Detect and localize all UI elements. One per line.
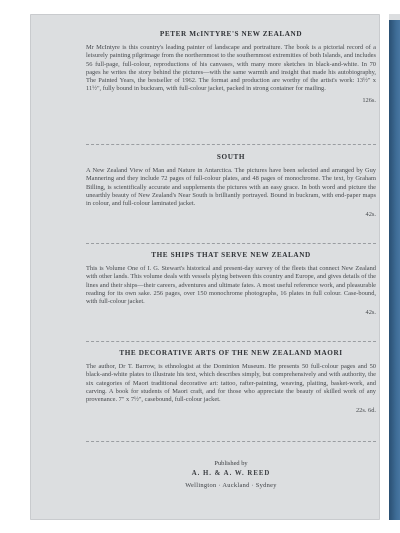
entry-peter-mcintyre — [86, 30, 376, 104]
entry-body: This is Volume One of I. G. Stewart's historical and present-day survey of the fleets that connect New Zealand with other lands. This volume deals with vessels plying between this country and Europe, and gives details of the lines and their ships—their careers, adventures and ultimate fates. A most useful reference work, and pleasurable reading for its own sake. 256 pages, over 150 monochrome photographs, 16 plates in full colour. Case-bound, with full-colour jacket. — [86, 265, 376, 306]
divider — [86, 441, 376, 442]
entry-title: THE SHIPS THAT SERVE NEW ZEALAND — [151, 251, 311, 259]
entry-body: The author, Dr T. Barrow, is ethnologist at the Dominion Museum. He presents 50 full-colour pages and 50 black-and-white plates to illustrate his text, which describes simply, but comprehensively and with authority, the six categories of Maori traditional decorative art: tattoo, rafter-painting, weaving, plaiting, basket-work, and carving. A book for students of Maori craft, and for those who appreciate the beauty of skilled work of any provenance. 7" x 7½", casebound, full-colour jacket. — [86, 363, 376, 404]
publisher-cities: Wellington · Auckland · Sydney — [185, 482, 277, 489]
entry-body: Mr McIntyre is this country's leading painter of landscape and portraiture. The book is a pictorial record of a leisurely painting pilgrimage from the northernmost to the southernmost extremities of both Islands, and includes 56 full-page, full-colour, reproductions of his canvases, with many more sketches in black-and-white. In 70 pages he writes the story behind the pictures—with the same warmth and insight that made his autobiography, The Painted Years, the bestseller of 1962. The format and production are worthy of the artist's work: 13½" x 11½", fully bound in buckram, with full-colour jacket, packed in strong container for mailing. — [86, 44, 376, 93]
entry-price: 42s. — [365, 309, 376, 317]
publisher-block — [86, 460, 376, 489]
entry-price: 42s. — [365, 211, 376, 219]
entry-title: SOUTH — [216, 153, 246, 161]
book-spine — [389, 14, 400, 520]
entry-maori-arts — [86, 349, 376, 414]
entry-body: A New Zealand View of Man and Nature in Antarctica. The pictures have been selected and arranged by Guy Mannering and they include 72 pages of full-colour plates, and 48 pages of monochrome. The text, by Graham Billing, is scientifically accurate and supplements the pictures with an easy grace. In both word and picture the unearthly beauty of New Zealand's Near South is brilliantly portrayed. Bound in buckram, with end-paper maps in colour, and full-colour laminated jacket. — [86, 167, 376, 208]
publisher-caption: Published by — [214, 460, 248, 467]
cover-page — [30, 14, 388, 520]
entry-south — [86, 153, 376, 218]
entry-title: THE DECORATIVE ARTS OF THE NEW ZEALAND MAORI — [119, 349, 343, 357]
divider — [86, 341, 376, 342]
entry-price: 22s. 6d. — [355, 407, 376, 415]
divider — [86, 144, 376, 145]
book-back-cover — [30, 14, 380, 520]
entry-price: 126s. — [362, 96, 376, 104]
entry-ships — [86, 251, 376, 316]
spine-top-edge — [389, 14, 400, 20]
publisher-name: A. H. & A. W. REED — [191, 470, 271, 477]
entry-title: PETER McINTYRE'S NEW ZEALAND — [159, 30, 303, 38]
divider — [86, 243, 376, 244]
